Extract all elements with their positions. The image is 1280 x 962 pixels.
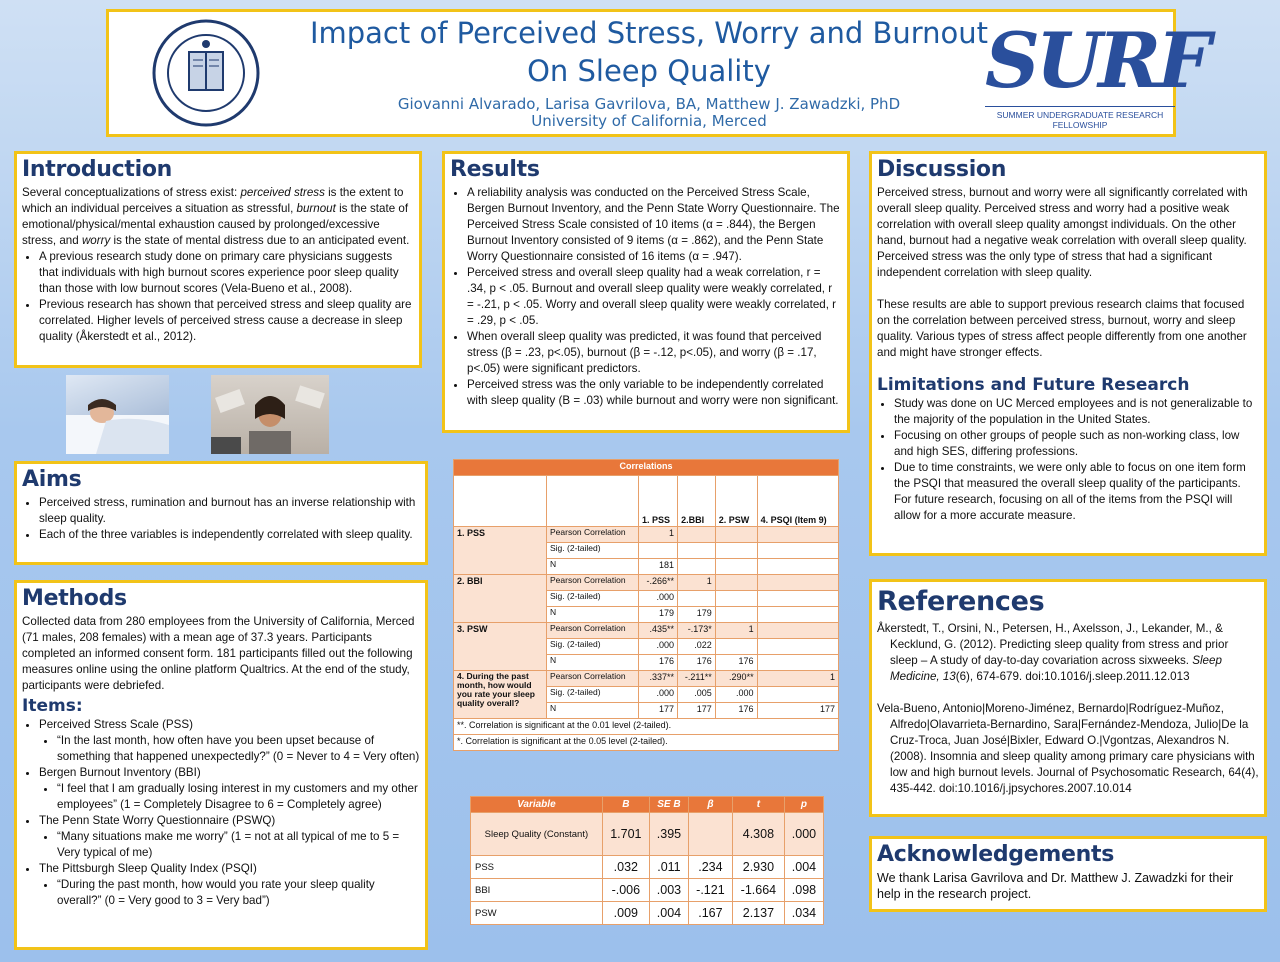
table-cell: 179: [678, 607, 716, 623]
col-header: 1. PSS: [639, 476, 678, 527]
table-row: [471, 902, 824, 925]
table-cell: 1: [715, 623, 757, 639]
introduction-bullets: [22, 249, 414, 345]
col-header: p: [784, 797, 823, 813]
table-cell: 1: [678, 575, 716, 591]
list-item: • “I feel that I am gradually losing interest in my customers and my other employees” (1 = Completely Disagree to 6 = Completely agree): [57, 781, 420, 813]
table-cell: [678, 559, 716, 575]
methods-paragraph: Collected data from 280 employees from the University of California, Merced (71 males, 208 females) with a mean age of 37.3 years. Participants completed an informed consent form. 181 participants filled out the following measures online using the online platform Qualtrics. At the end of the study, participants were debriefed.: [22, 615, 415, 692]
discussion-heading: Discussion: [877, 157, 1007, 182]
acknowledgements-section: [869, 836, 1267, 912]
results-section: [442, 151, 850, 433]
poster-title-line-1: Impact of Perceived Stress, Worry and Burnout: [309, 16, 989, 50]
results-bullets: [450, 185, 842, 409]
title-banner: [106, 9, 1208, 137]
table-cell: [715, 575, 757, 591]
table-cell: -.121: [688, 879, 732, 902]
discussion-paragraph-1: Perceived stress, burnout and worry were all significantly correlated with overall sleep quality. Perceived stress and worry had a positive weak correlation with overall sleep quality amongst individuals. On the other hand, burnout had a negative weak correlation with overall sleep quality. Perceived stress was the only type of stress that had a significant independent correlation with sleep quality.: [877, 186, 1248, 279]
row-label: 3. PSW: [454, 623, 547, 671]
table-note: *. Correlation is significant at the 0.05 level (2-tailed).: [454, 735, 839, 751]
table-cell: .005: [678, 687, 716, 703]
results-heading: Results: [450, 157, 540, 182]
table-cell: .098: [784, 879, 823, 902]
table-cell: .167: [688, 902, 732, 925]
methods-heading: Methods: [22, 586, 127, 611]
row-label: 1. PSS: [454, 527, 547, 575]
table-cell: [688, 813, 732, 856]
table-row: [454, 575, 839, 591]
correlations-table: [453, 459, 839, 751]
items-list: [22, 717, 420, 909]
aims-heading: Aims: [22, 467, 82, 492]
variable-name: BBI: [471, 879, 603, 902]
table-cell: 176: [715, 703, 757, 719]
regression-table: [470, 796, 824, 925]
acknowledgements-heading: Acknowledgements: [877, 842, 1114, 867]
table-cell: -.173*: [678, 623, 716, 639]
aims-section: [14, 461, 428, 565]
table-cell: [715, 607, 757, 623]
table-cell: [678, 527, 716, 543]
stat-label: N: [547, 607, 639, 623]
limitations-bullets: [877, 396, 1259, 524]
table-cell: [757, 559, 838, 575]
introduction-heading: Introduction: [22, 157, 173, 182]
table-cell: .290**: [715, 671, 757, 687]
list-item: • Perceived stress, rumination and burnout has an inverse relationship with sleep quality.: [39, 495, 420, 527]
table-cell: .000: [784, 813, 823, 856]
table-cell: [757, 543, 838, 559]
list-item: • “During the past month, how would you rate your sleep quality overall?” (0 = Very good to 3 = Very bad”): [57, 877, 420, 909]
list-item: • “In the last month, how often have you been upset because of something that happened unexpectedly?” (0 = Never to 4 = Very often): [57, 733, 420, 765]
table-cell: .234: [688, 856, 732, 879]
discussion-paragraph-2: These results are able to support previous research claims that focused on the correlation between perceived stress, burnout, worry and sleep quality. Various types of stress affect people differently from one another and might have stronger effects.: [877, 298, 1247, 359]
surf-logo-text: SURF: [985, 16, 1208, 105]
reference-1: Åkerstedt, T., Orsini, N., Petersen, H., Axelsson, J., Lekander, M., & Kecklund, G. (2012). Predicting sleep quality from stress and prior sleep – A study of day-to-day covariation across sixweeks. Sleep Medicine, 13(6), 674-679. doi:10.1016/j.sleep.2011.12.013: [877, 622, 1229, 683]
list-item: • Perceived stress was the only variable to be independently correlated with sleep quality (B = .03) while burnout and worry were non significant.: [467, 377, 842, 409]
reference-2: Vela-Bueno, Antonio|Moreno-Jiménez, Bernardo|Rodríguez-Muñoz, Alfredo|Olavarrieta-Bernardino, Sara|Fernández-Mendoza, Julio|De la Cruz-Troca, Juan José|Bixler, Edward O.|Vgontzas, Alexandros N. (2008). Insomnia and sleep quality among primary care physicians with low and high burnout levels. Journal of Psychosomatic Research, 64(4), 435-442. doi:10.1016/j.jpsychores.2007.10.014: [877, 702, 1259, 795]
table-cell: [639, 543, 678, 559]
table-cell: -.211**: [678, 671, 716, 687]
list-item: • Each of the three variables is independently correlated with sleep quality.: [39, 527, 420, 543]
row-label: 2. BBI: [454, 575, 547, 623]
table-cell: 2.930: [732, 856, 784, 879]
table-cell: .011: [649, 856, 688, 879]
table-cell: .395: [649, 813, 688, 856]
list-item: • Perceived stress and overall sleep quality had a weak correlation, r = .34, p < .05. Burnout and overall sleep quality were weakly correlated, r = -.21, p < .05. Worry and overall sleep quality were weakly correlated, r = .29, p < .05.: [467, 265, 842, 329]
stat-label: Pearson Correlation: [547, 527, 639, 543]
table-cell: .004: [784, 856, 823, 879]
list-item: • Perceived Stress Scale (PSS) • “In the last month, how often have you been upset because of something that happened unexpectedly?” (0 = Never to 4 = Very often): [39, 717, 420, 765]
list-item: • When overall sleep quality was predicted, it was found that perceived stress (β = .23, p<.05), burnout (β = -.12, p<.05), and worry (β = .17, p<.05) were significant predictors.: [467, 329, 842, 377]
table-cell: [757, 527, 838, 543]
table-cell: .000: [639, 639, 678, 655]
table-cell: .009: [602, 902, 649, 925]
table-cell: [715, 527, 757, 543]
table-cell: [757, 639, 838, 655]
table-cell: [757, 591, 838, 607]
table-cell: -.006: [602, 879, 649, 902]
list-item: • Study was done on UC Merced employees and is not generalizable to the majority of the population in the United States.: [894, 396, 1259, 428]
table-cell: 179: [639, 607, 678, 623]
uc-merced-seal-icon: [151, 18, 261, 128]
table-cell: [757, 607, 838, 623]
table-cell: 181: [639, 559, 678, 575]
sleeping-woman-photo: [66, 375, 169, 454]
variable-name: PSS: [471, 856, 603, 879]
table-cell: [715, 543, 757, 559]
table-cell: 177: [757, 703, 838, 719]
table-cell: 177: [639, 703, 678, 719]
methods-section: [14, 580, 428, 950]
table-cell: .000: [715, 687, 757, 703]
table-cell: .004: [649, 902, 688, 925]
table-cell: .034: [784, 902, 823, 925]
stat-label: Sig. (2-tailed): [547, 591, 639, 607]
col-header: B: [602, 797, 649, 813]
stat-label: N: [547, 703, 639, 719]
table-cell: 176: [715, 655, 757, 671]
variable-name: Sleep Quality (Constant): [471, 813, 603, 856]
list-item: • A previous research study done on primary care physicians suggests that individuals with high burnout scores experience poor sleep quality than those with low burnout scores (Vela-Bueno et al., 2008).: [39, 249, 414, 297]
stat-label: N: [547, 559, 639, 575]
table-note: **. Correlation is significant at the 0.01 level (2-tailed).: [454, 719, 839, 735]
list-item: • “Many situations make me worry” (1 = not at all typical of me to 5 = Very typical of me): [57, 829, 420, 861]
correlations-title: Correlations: [454, 460, 839, 476]
authors: Giovanni Alvarado, Larisa Gavrilova, BA, Matthew J. Zawadzki, PhD: [397, 95, 901, 113]
table-cell: .000: [639, 591, 678, 607]
poster-title-line-2: On Sleep Quality: [527, 54, 771, 88]
col-header: 2.BBI: [678, 476, 716, 527]
surf-logo-caption: SUMMER UNDERGRADUATE RESEARCH FELLOWSHIP: [985, 106, 1175, 130]
stat-label: Pearson Correlation: [547, 623, 639, 639]
list-item: • The Pittsburgh Sleep Quality Index (PSQI) • “During the past month, how would you rate your sleep quality overall?” (0 = Very good to 3 = Very bad”): [39, 861, 420, 909]
table-cell: [678, 543, 716, 559]
table-cell: 176: [678, 655, 716, 671]
table-cell: .022: [678, 639, 716, 655]
col-header: Variable: [471, 797, 603, 813]
introduction-paragraph: Several conceptualizations of stress exist: perceived stress is the extent to which an individual perceives a situation as stressful, burnout is the state of emotional/physical/mental exhaustion caused by prolonged/excessive stress, and worry is the state of mental distress due to an anticipated event.: [22, 186, 410, 247]
surf-logo: [985, 16, 1208, 132]
table-cell: -.266**: [639, 575, 678, 591]
table-cell: .000: [639, 687, 678, 703]
row-label: 4. During the past month, how would you rate your sleep quality overall?: [454, 671, 547, 719]
table-row: [454, 623, 839, 639]
stat-label: Sig. (2-tailed): [547, 687, 639, 703]
col-header: β: [688, 797, 732, 813]
table-row: [471, 879, 824, 902]
list-item: • Previous research has shown that perceived stress and sleep quality are correlated. Higher levels of perceived stress cause a decrease in sleep quality (Åkerstedt et al., 2012).: [39, 297, 414, 345]
aims-bullets: [22, 495, 420, 543]
col-header: 2. PSW: [715, 476, 757, 527]
table-row: [471, 813, 824, 856]
table-cell: .337**: [639, 671, 678, 687]
col-header: SE B: [649, 797, 688, 813]
references-section: [869, 579, 1267, 817]
stat-label: Sig. (2-tailed): [547, 639, 639, 655]
table-row: [454, 671, 839, 687]
discussion-section: [869, 151, 1267, 556]
acknowledgements-text: We thank Larisa Gavrilova and Dr. Matthew J. Zawadzki for their help in the research project.: [877, 871, 1234, 901]
table-cell: 1.701: [602, 813, 649, 856]
stat-label: Pearson Correlation: [547, 575, 639, 591]
table-row: [454, 527, 839, 543]
table-cell: [757, 623, 838, 639]
table-cell: [715, 591, 757, 607]
table-cell: [678, 591, 716, 607]
institution: University of California, Merced: [531, 112, 767, 130]
table-cell: 177: [678, 703, 716, 719]
stressed-worker-photo: [211, 375, 329, 454]
table-cell: -1.664: [732, 879, 784, 902]
table-cell: 2.137: [732, 902, 784, 925]
table-cell: [757, 687, 838, 703]
list-item: • Due to time constraints, we were only able to focus on one item form the PSQI that measured the overall sleep quality of the participants. For future research, focusing on all of the items from the PSQI will allow for a more accurate measure.: [894, 460, 1259, 524]
table-cell: [757, 655, 838, 671]
table-cell: 1: [757, 671, 838, 687]
table-cell: .435**: [639, 623, 678, 639]
table-cell: 176: [639, 655, 678, 671]
introduction-section: [14, 151, 422, 368]
table-row: [471, 856, 824, 879]
items-heading: Items:: [22, 696, 83, 716]
variable-name: PSW: [471, 902, 603, 925]
stat-label: Pearson Correlation: [547, 671, 639, 687]
references-heading: References: [877, 586, 1045, 617]
list-item: • Focusing on other groups of people such as non-working class, low and high SES, differing professions.: [894, 428, 1259, 460]
stat-label: N: [547, 655, 639, 671]
list-item: • Bergen Burnout Inventory (BBI) • “I feel that I am gradually losing interest in my customers and my other employees” (1 = Completely Disagree to 6 = Completely agree): [39, 765, 420, 813]
table-cell: [715, 639, 757, 655]
stat-label: Sig. (2-tailed): [547, 543, 639, 559]
table-cell: [715, 559, 757, 575]
col-header: t: [732, 797, 784, 813]
table-cell: .003: [649, 879, 688, 902]
col-header: 4. PSQI (Item 9): [757, 476, 838, 527]
table-cell: 4.308: [732, 813, 784, 856]
list-item: • The Penn State Worry Questionnaire (PSWQ) • “Many situations make me worry” (1 = not at all typical of me to 5 = Very typical of me): [39, 813, 420, 861]
list-item: • A reliability analysis was conducted on the Perceived Stress Scale, Bergen Burnout Inventory, and the Penn State Worry Questionnaire. The Perceived Stress Scale consisted of 10 items (α = .844), the Bergen Burnout Inventory consisted of 9 items (α = .862), and the Penn State Worry Questionnaire consisted of 16 items (α = .947).: [467, 185, 842, 265]
table-cell: .032: [602, 856, 649, 879]
table-cell: 1: [639, 527, 678, 543]
table-cell: [757, 575, 838, 591]
limitations-heading: Limitations and Future Research: [877, 375, 1190, 395]
